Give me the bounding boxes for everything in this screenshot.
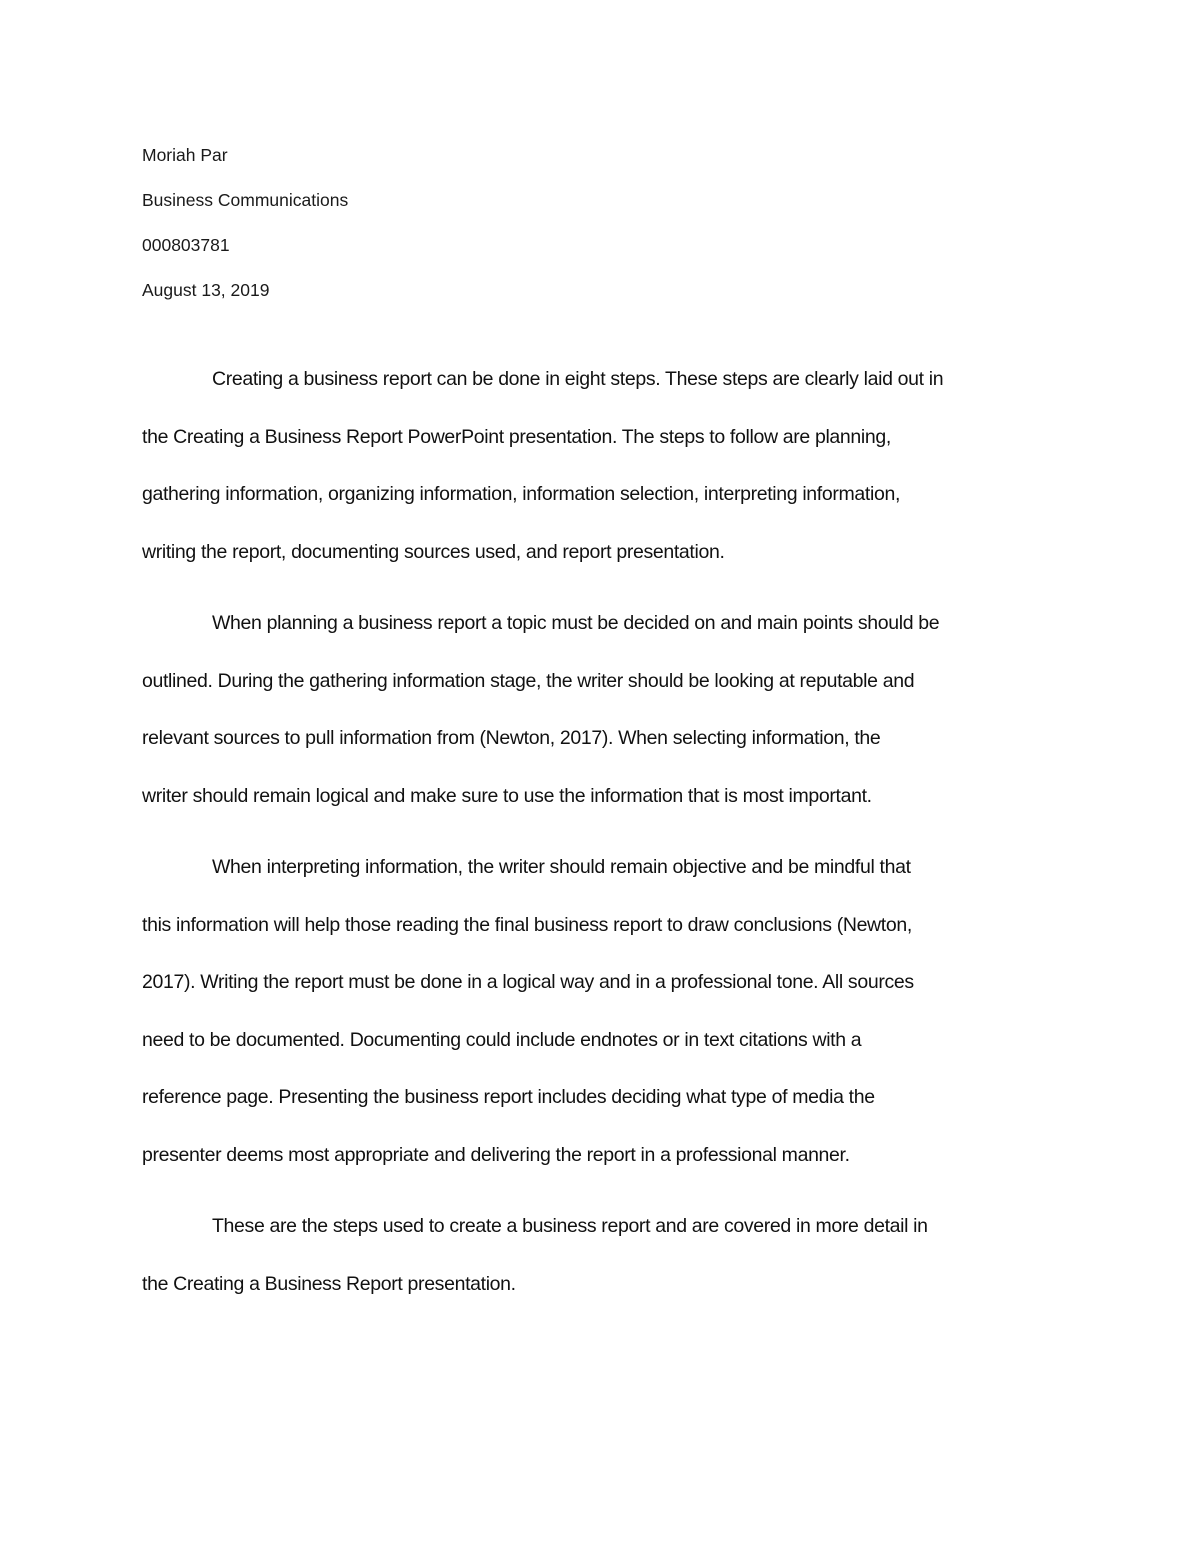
paragraph	[142, 602, 1060, 832]
text-line: These are the steps used to create a business report and are covered in more detail in	[212, 1215, 928, 1237]
text-line: gathering information, organizing information, information selection, interpreting information,	[142, 483, 901, 505]
text-line: 2017). Writing the report must be done in a logical way and in a professional tone. All sources	[142, 971, 914, 993]
text-line: this information will help those reading the final business report to draw conclusions (Newton,	[142, 913, 912, 936]
text-line: outlined. During the gathering information stage, the writer should be looking at reputable and	[142, 669, 915, 692]
text-line: reference page. Presenting the business report includes deciding what type of media the	[142, 1086, 875, 1108]
text-line: writing the report, documenting sources used, and report presentation.	[142, 540, 725, 563]
text-line: the Creating a Business Report PowerPoint presentation. The steps to follow are planning,	[142, 425, 891, 448]
text-line: When planning a business report a topic must be decided on and main points should be	[212, 612, 940, 634]
student-id: 000803781	[142, 235, 230, 255]
paragraph	[142, 846, 1060, 1191]
document-body	[142, 358, 1060, 1334]
text-line: need to be documented. Documenting could include endnotes or in text citations with a	[142, 1028, 862, 1051]
text-line: presenter deems most appropriate and delivering the report in a professional manner.	[142, 1143, 850, 1166]
text-line: the Creating a Business Report presentation.	[142, 1272, 516, 1295]
author-name: Moriah Par	[142, 145, 228, 165]
text-line: Creating a business report can be done in eight steps. These steps are clearly laid out in	[212, 368, 944, 390]
paragraph	[142, 1205, 1060, 1320]
document-header	[142, 140, 348, 320]
course-name: Business Communications	[142, 190, 349, 210]
text-line: When interpreting information, the writer should remain objective and be mindful that	[212, 856, 911, 878]
text-line: writer should remain logical and make sure to use the information that is most important.	[142, 784, 872, 807]
document-date: August 13, 2019	[142, 280, 270, 300]
paragraph	[142, 358, 1060, 588]
text-line: relevant sources to pull information from (Newton, 2017). When selecting information, the	[142, 727, 881, 749]
